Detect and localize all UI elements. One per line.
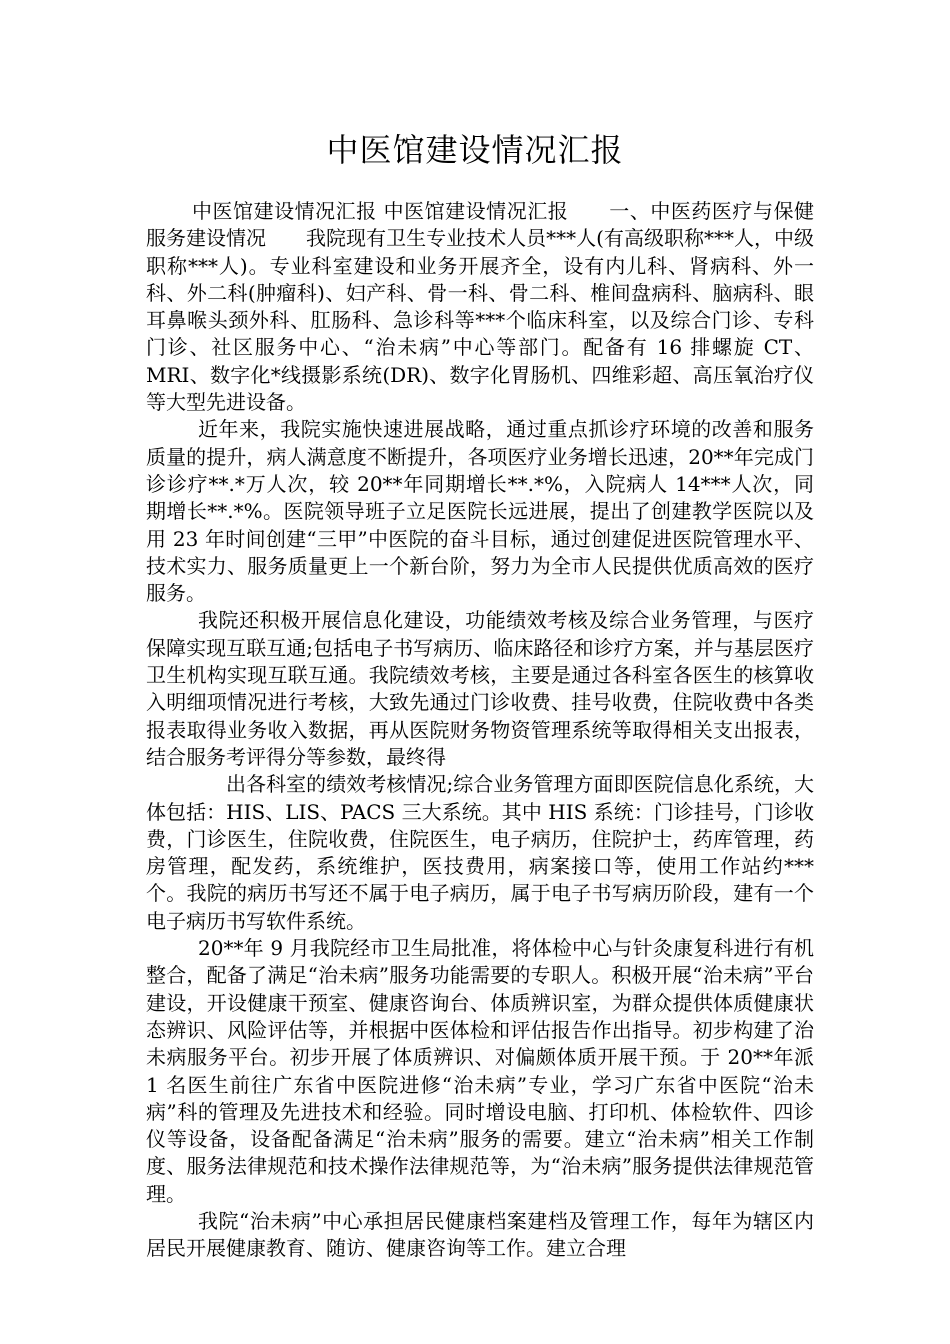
paragraph-3: 我院还积极开展信息化建设，功能绩效考核及综合业务管理，与医疗保障实现互联互通;包括电子书写病历、临床路径和诊疗方案，并与基层医疗卫生机构实现互联互通。我院绩效考核，主要是通过各科室各医生的核算收入明细项情况进行考核，大致先通过门诊收费、挂号收费，住院收费中各类报表取得业务收入数据，再从医院财务物资管理系统等取得相关支出报表，结合服务考评得分等参数，最终得 [146,608,814,769]
paragraph-6: 我院“治未病”中心承担居民健康档案建档及管理工作，每年为辖区内居民开展健康教育、随访、健康咨询等工作。建立合理 [146,1208,814,1261]
paragraph-5: 20**年 9 月我院经市卫生局批准，将体检中心与针灸康复科进行有机整合，配备了满足“治未病”服务功能需要的专职人。积极开展“治未病”平台建设，开设健康干预室、健康咨询台、体质辨识室，为群众提供体质健康状态辨识、风险评估等，并根据中医体检和评估报告作出指导。初步构建了治未病服务平台。初步开展了体质辨识、对偏颇体质开展干预。于 20**年派 1 名医生前往广东省中医院进修“治未病”专业，学习广东省中医院“治未病”科的管理及先进技术和经验。同时增设电脑、打印机、体检软件、四诊仪等设备，设备配备满足“治未病”服务的需要。建立“治未病”相关工作制度、服务法律规范和技术操作法律规范等，为“治未病”服务提供法律规范管理。 [146,936,814,1206]
document-body [146,198,854,1263]
paragraph-1: 中医馆建设情况汇报 中医馆建设情况汇报 一、中医药医疗与保健服务建设情况 我院现有卫生专业技术人员***人(有高级职称***人，中级职称***人)。专业科室建设和业务开展齐全，设有内儿科、肾病科、外一科、外二科(肿瘤科)、妇产科、骨一科、骨二科、椎间盘病科、脑病科、眼耳鼻喉头颈外科、肛肠科、急诊科等***个临床科室，以及综合门诊、专科门诊、社区服务中心、“治未病”中心等部门。配备有 16 排螺旋 CT、MRI、数字化*线摄影系统(DR)、数字化胃肠机、四维彩超、高压氧治疗仪等大型先进设备。 [146,199,814,415]
page-title: 中医馆建设情况汇报 [326,131,624,169]
paragraph-2: 近年来，我院实施快速进展战略，通过重点抓诊疗环境的改善和服务质量的提升，病人满意度不断提升，各项医疗业务增长迅速，20**年完成门诊诊疗**.*万人次，较 20**年同期增长**.*%，入院病人 14***人次，同 期增长**.*%。医院领导班子立足医院长远进展，提出了创建教学医院以及用 23 年时间创建“三甲”中医院的奋斗目标，通过创建促进医院管理水平、技术实力、服务质量更上一个新台阶，努力为全市人民提供优质高效的医疗服务。 [146,417,854,606]
paragraph-4: 出各科室的绩效考核情况;综合业务管理方面即医院信息化系统，大体包括：HIS、LIS、PACS 三大系统。其中 HIS 系统：门诊挂号，门诊收费，门诊医生，住院收费，住院医生，电子病历，住院护士，药库管理，药房管理，配发药，系统维护，医技费用，病案接口等，使用工作站约***个。我院的病历书写还不属于电子病历，属于电子书写病历阶段，建有一个电子病历书写软件系统。 [146,772,814,933]
